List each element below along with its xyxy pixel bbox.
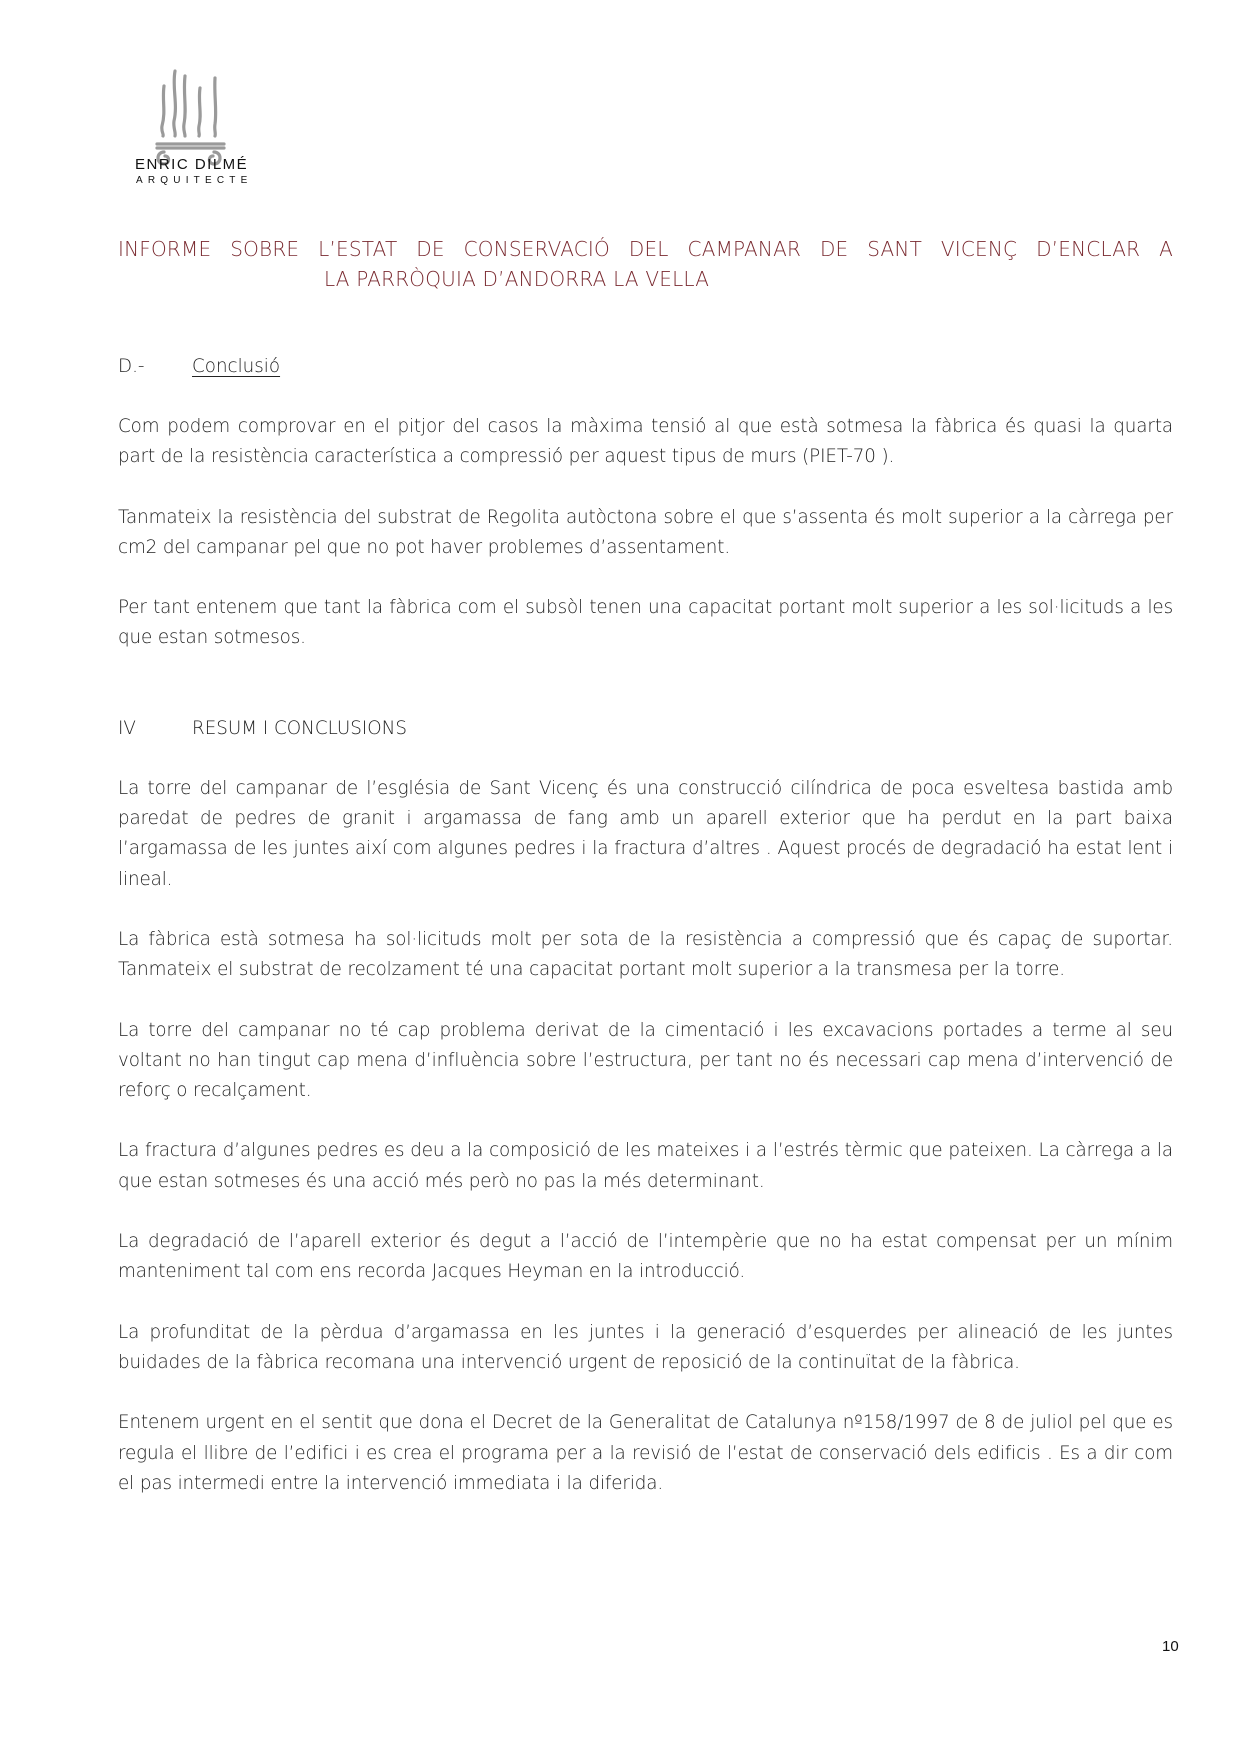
paragraph: La profunditat de la pèrdua d’argamassa en les juntes i la generació d’esquerdes per alineació de les juntes buidades de la fàbrica recomana una intervenció urgent de reposició de la continuïtat de la fàbrica. xyxy=(118,1321,1173,1373)
title-line-1: INFORME SOBRE L’ESTAT DE CONSERVACIÓ DEL CAMPANAR DE SANT VICENÇ D’ENCLAR A xyxy=(118,237,1173,261)
logo-name: ENRIC DILMÉ xyxy=(135,156,249,173)
paragraph: La degradació de l’aparell exterior és degut a l’acció de l’intempèrie que no ha estat compensat per un mínim manteniment tal com ens recorda Jacques Heyman en la introducció. xyxy=(118,1231,1173,1283)
page-number: 10 xyxy=(1162,1638,1179,1655)
paragraph: La fractura d’algunes pedres es deu a la composició de les mateixes i a l’estrés tèrmic que pateixen. La càrrega a la que estan sotmeses és una acció més però no pas la més determinant. xyxy=(118,1140,1173,1192)
paragraph: Per tant entenem que tant la fàbrica com el subsòl tenen una capacitat portant molt superior a les sol·licituds a les que estan sotmesos. xyxy=(118,597,1173,649)
section-iv-heading xyxy=(118,714,1173,744)
section-d-number: D.- xyxy=(118,356,145,377)
paragraph: Entenem urgent en el sentit que dona el Decret de la Generalitat de Catalunya nº158/1997 de 8 de juliol pel que es regula el llibre de l’edifici i es crea el programa per a la revisió de l’estat de conservació dels edificis . Es a dir com el pas intermedi entre la intervenció immediata i la diferida. xyxy=(118,1412,1173,1494)
section-iv-title: RESUM I CONCLUSIONS xyxy=(192,717,407,739)
paragraph: La torre del campanar no té cap problema derivat de la cimentació i les excavacions portades a terme al seu voltant no han tingut cap mena d’influència sobre l’estructura, per tant no és necessari cap mena d’intervenció de reforç o recalçament. xyxy=(118,1019,1173,1102)
title-line-2: LA PARRÒQUIA D’ANDORRA LA VELLA xyxy=(324,267,710,291)
logo-subtitle: ARQUITECTE xyxy=(136,175,253,186)
column-logo-icon xyxy=(152,66,232,166)
section-d-heading xyxy=(118,352,280,382)
paragraph: La torre del campanar de l’església de Sant Vicenç és una construcció cilíndrica de poca esveltesa bastida amb paredat de pedres de granit i argamassa de fang amb un aparell exterior que ha perdut en la part baixa l’argamassa de les juntes així com algunes pedres i la fractura d’altres . Aquest procés de degradació ha estat lent i lineal. xyxy=(118,777,1173,890)
section-d-title: Conclusió xyxy=(192,356,281,377)
section-iv-number: IV xyxy=(118,717,136,739)
logo xyxy=(130,66,270,196)
document-body xyxy=(118,352,1173,1499)
paragraph: Com podem comprovar en el pitjor del casos la màxima tensió al que està sotmesa la fàbrica és quasi la quarta part de la resistència característica a compressió per aquest tipus de murs (PIET-70 ). xyxy=(118,416,1173,468)
paragraph: La fàbrica està sotmesa ha sol·licituds molt per sota de la resistència a compressió que és capaç de suportar. Tanmateix el substrat de recolzament té una capacitat portant molt superior a la transmesa per la torre. xyxy=(118,928,1173,981)
paragraph: Tanmateix la resistència del substrat de Regolita autòctona sobre el que s’assenta és molt superior a la càrrega per cm2 del campanar pel que no pot haver problemes d’assentament. xyxy=(118,506,1173,558)
document-title xyxy=(118,234,1173,294)
